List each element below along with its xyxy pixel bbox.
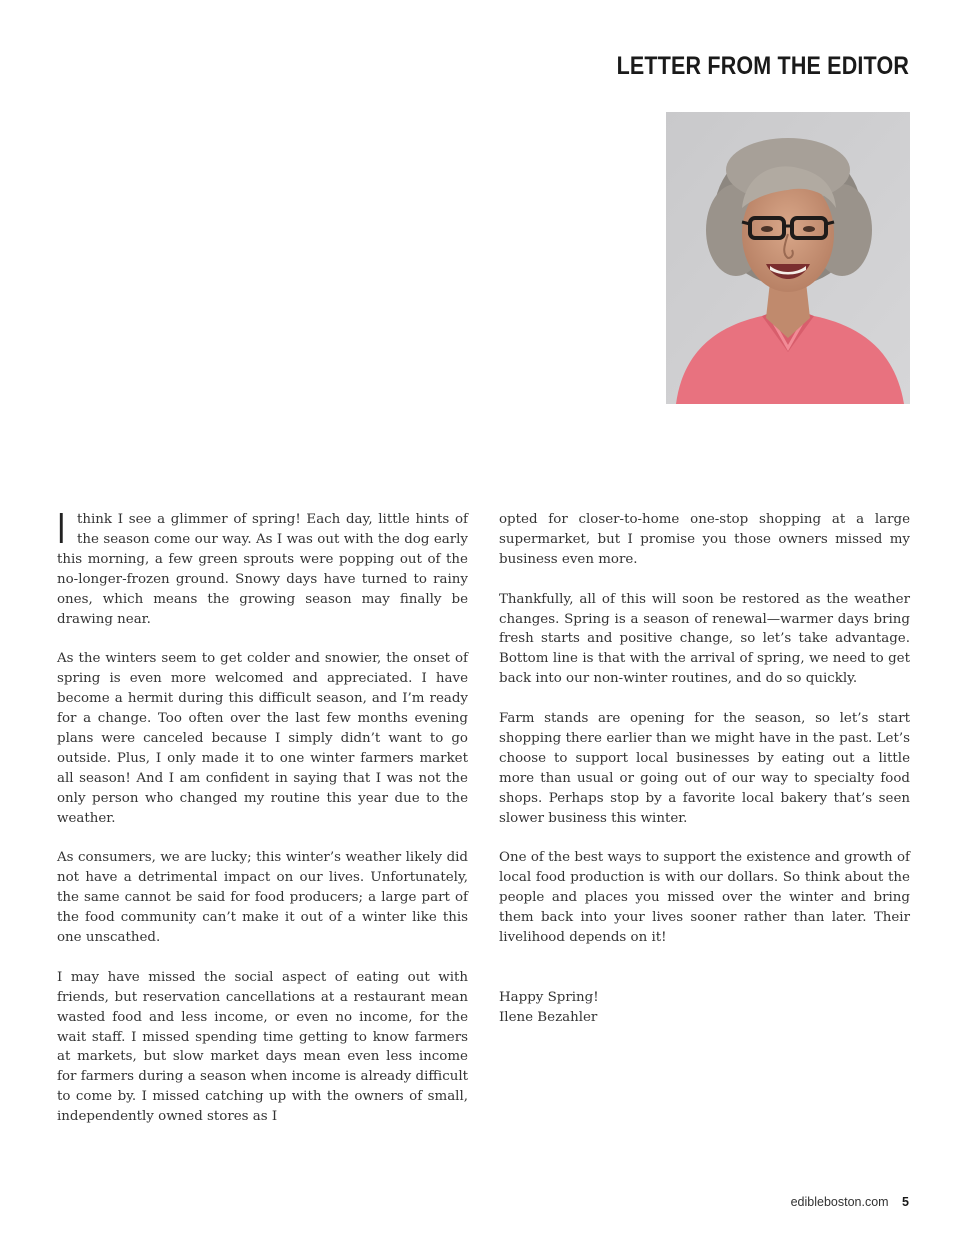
page-number: 5: [902, 1195, 909, 1209]
page-footer: [791, 1195, 909, 1209]
right-column: [499, 510, 910, 1028]
drop-cap: I: [57, 504, 66, 553]
site-link[interactable]: edibleboston.com: [790, 1195, 889, 1209]
signature: Ilene Bezahler: [499, 1009, 598, 1025]
signoff-block: [499, 988, 910, 1028]
paragraph-1: [57, 504, 468, 629]
paragraph-4: I may have missed the social aspect of eating out with friends, but reservation cancellations at a restaurant mean wasted food and less income, or even no income, for the wait staff. I missed spending time getting to know farmers at markets, but slow market days mean even less income for farmers during a season when income is already difficult to come by. I missed catching up with the owners of small, independently owned stores as I: [57, 969, 468, 1125]
paragraph-1-text: think I see a glimmer of spring! Each day, little hints of the season come our way. As I was out with the dog early this morning, a few green sprouts were popping out of the no-longer-frozen ground. Snowy days have turned to rainy ones, which means the growing season may finally be drawing near.: [57, 512, 468, 627]
paragraph-2: As the winters seem to get colder and snowier, the onset of spring is even more welcomed and appreciated. I have become a hermit during this difficult season, and I’m ready for a change. Too often over the last few months evening plans were canceled because I simply didn’t want to go outside. Plus, I only made it to one winter farmers market all season! And I am confident in saying that I was not the only person who changed my routine this year due to the weather.: [57, 651, 468, 826]
paragraph-6: Thankfully, all of this will soon be restored as the weather changes. Spring is a season of renewal—warmer days bring fresh starts and positive change, so let’s take advantage. Bottom line is that with the arrival of spring, we need to get back into our non-winter routines, and do so quickly.: [499, 591, 910, 687]
paragraph-8: One of the best ways to support the existence and growth of local food production is with our dollars. So think about the people and places you missed over the winter and bring them back into your lives sooner rather than later. Their livelihood depends on it!: [499, 850, 910, 945]
paragraph-5: opted for closer-to-home one-stop shopping at a large supermarket, but I promise you those owners missed my business even more.: [499, 512, 910, 567]
left-column: [57, 504, 468, 1147]
section-title: LETTER FROM THE EDITOR: [616, 52, 909, 80]
paragraph-7: Farm stands are opening for the season, so let’s start shopping there earlier than we might have in the past. Let’s choose to support local businesses by eating out a little more than usual or going out of our way to specialty food shops. Perhaps stop by a favorite local bakery that’s seen slower business this winter.: [499, 711, 910, 826]
paragraph-3: As consumers, we are lucky; this winter’s weather likely did not have a detrimental impact on our lives. Unfortunately, the same cannot be said for food producers; a large part of the food community can’t make it out of a winter like this one unscathed.: [57, 850, 468, 945]
signoff: Happy Spring!: [499, 989, 599, 1005]
editor-portrait: [666, 112, 910, 404]
